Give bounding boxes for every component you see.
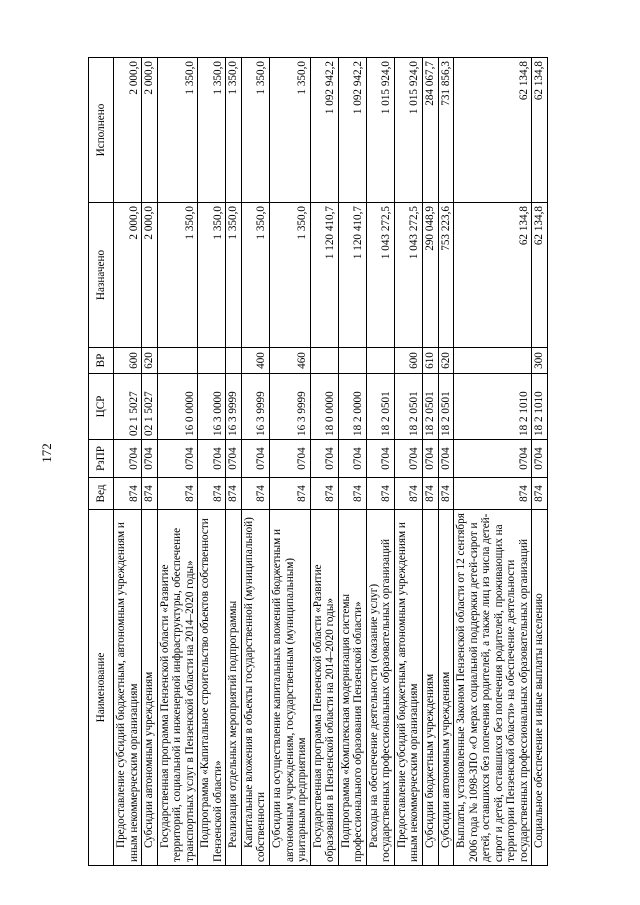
table-row xyxy=(394,58,422,866)
plan-cell: 753 223,6 xyxy=(438,203,454,348)
ved-cell: 874 xyxy=(198,478,226,510)
plan-cell: 1 350,0 xyxy=(198,203,226,348)
vr-cell: 620 xyxy=(142,348,158,374)
plan-cell: 1 350,0 xyxy=(270,203,311,348)
done-cell: 62 134,8 xyxy=(454,58,532,203)
name-cell xyxy=(338,510,366,866)
ved-cell: 874 xyxy=(438,478,454,510)
done-cell: 2 000,0 xyxy=(142,58,158,203)
plan-cell: 1 350,0 xyxy=(157,203,198,348)
done-cell: 2 000,0 xyxy=(114,58,142,203)
rzpr-cell: 0704 xyxy=(226,440,242,478)
row-name-text: Субсидии автономным учреждениям xyxy=(143,671,156,848)
row-name-text: Предоставление субсидий бюджетным, автономным учреждениям и иным некоммерческим организациям xyxy=(115,522,140,862)
done-cell: 1 015 924,0 xyxy=(394,58,422,203)
done-cell: 1 350,0 xyxy=(270,58,311,203)
rzpr-cell: 0704 xyxy=(270,440,311,478)
ved-cell: 874 xyxy=(423,478,439,510)
vr-cell: 300 xyxy=(532,348,548,374)
rzpr-cell: 0704 xyxy=(142,440,158,478)
header-vr: ВР xyxy=(89,348,114,374)
table-row xyxy=(310,58,338,866)
csr-cell: 16 3 9999 xyxy=(226,374,242,440)
csr-cell: 02 1 5027 xyxy=(114,374,142,440)
csr-cell: 16 0 0000 xyxy=(157,374,198,440)
done-cell: 1 350,0 xyxy=(157,58,198,203)
header-rzpr: РзПР xyxy=(89,440,114,478)
csr-cell: 18 0 0000 xyxy=(310,374,338,440)
budget-execution-table xyxy=(88,57,548,866)
table-row xyxy=(157,58,198,866)
table-row xyxy=(454,58,532,866)
rzpr-cell: 0704 xyxy=(423,440,439,478)
csr-cell: 18 2 0501 xyxy=(366,374,394,440)
name-cell xyxy=(423,510,439,866)
csr-cell: 16 3 9999 xyxy=(241,374,269,440)
row-name-text: Субсидии автономным учреждениям xyxy=(439,671,452,848)
name-cell xyxy=(270,510,311,866)
row-name-text: Выплаты, установленные Законом Пензенской области от 12 сентября 2006 года № 1098-ЗПО «О мерах социальной поддержки детей-сирот и детей, оставшихся без попечения родителей, а также лиц из числа детей-сирот и детей, оставшихся без попечения родителей, проживающих на территории Пензенской области» на обеспечение деятельности государственных профессиональных образовательных организаций xyxy=(455,513,530,862)
header-plan: Назначено xyxy=(89,203,114,348)
row-name-text: Социальное обеспечение и иные выплаты населению xyxy=(533,593,546,848)
row-name-text: Субсидии на осуществление капитальных вложений бюджетным и автономным учреждениям, государственным (муниципальным) унитарным предприятиям xyxy=(271,529,309,862)
name-cell xyxy=(394,510,422,866)
csr-cell: 02 1 5027 xyxy=(142,374,158,440)
done-cell: 284 067,7 xyxy=(423,58,439,203)
vr-cell: 620 xyxy=(438,348,454,374)
plan-cell: 1 120 410,7 xyxy=(338,203,366,348)
table-body xyxy=(114,58,548,866)
csr-cell: 18 2 0000 xyxy=(338,374,366,440)
csr-cell: 18 2 0501 xyxy=(423,374,439,440)
name-cell xyxy=(241,510,269,866)
done-cell: 1 092 942,2 xyxy=(310,58,338,203)
header-ved: Вед xyxy=(89,478,114,510)
vr-cell: 400 xyxy=(241,348,269,374)
row-name-text: Подпрограмма «Капитальное строительство объектов собственности Пензенской области» xyxy=(199,518,224,862)
csr-cell: 16 3 9999 xyxy=(270,374,311,440)
table-row xyxy=(270,58,311,866)
table-row xyxy=(366,58,394,866)
csr-cell: 18 2 1010 xyxy=(532,374,548,440)
name-cell xyxy=(532,510,548,866)
done-cell: 731 856,3 xyxy=(438,58,454,203)
rzpr-cell: 0704 xyxy=(454,440,532,478)
vr-cell: 610 xyxy=(423,348,439,374)
done-cell: 1 092 942,2 xyxy=(338,58,366,203)
done-cell: 1 350,0 xyxy=(226,58,242,203)
vr-cell xyxy=(454,348,532,374)
vr-cell xyxy=(310,348,338,374)
ved-cell: 874 xyxy=(366,478,394,510)
ved-cell: 874 xyxy=(454,478,532,510)
row-name-text: Реализация отдельных мероприятий подпрограммы xyxy=(227,600,240,848)
table-row xyxy=(438,58,454,866)
ved-cell: 874 xyxy=(241,478,269,510)
plan-cell: 62 134,8 xyxy=(454,203,532,348)
name-cell xyxy=(438,510,454,866)
table-row xyxy=(142,58,158,866)
table-header-row xyxy=(89,58,114,866)
header-csr: ЦСР xyxy=(89,374,114,440)
row-name-text: Капитальные вложения в объекты государственной (муниципальной) собственности xyxy=(242,517,268,862)
name-cell xyxy=(310,510,338,866)
rzpr-cell: 0704 xyxy=(366,440,394,478)
row-name-text: Государственная программа Пензенской области «Развитие образования в Пензенской области на 2014–2020 годы» xyxy=(311,564,337,862)
ved-cell: 874 xyxy=(310,478,338,510)
rzpr-cell: 0704 xyxy=(438,440,454,478)
ved-cell: 874 xyxy=(270,478,311,510)
ved-cell: 874 xyxy=(157,478,198,510)
rzpr-cell: 0704 xyxy=(157,440,198,478)
csr-cell: 18 2 0501 xyxy=(394,374,422,440)
row-name-text: Субсидии бюджетным учреждениям xyxy=(424,673,437,848)
name-cell xyxy=(454,510,532,866)
table-row xyxy=(423,58,439,866)
plan-cell: 1 350,0 xyxy=(241,203,269,348)
plan-cell: 1 043 272,5 xyxy=(394,203,422,348)
table-row xyxy=(532,58,548,866)
plan-cell: 290 048,9 xyxy=(423,203,439,348)
done-cell: 1 350,0 xyxy=(241,58,269,203)
vr-cell xyxy=(157,348,198,374)
csr-cell: 18 2 1010 xyxy=(454,374,532,440)
name-cell xyxy=(366,510,394,866)
rzpr-cell: 0704 xyxy=(114,440,142,478)
vr-cell: 600 xyxy=(114,348,142,374)
table-row xyxy=(338,58,366,866)
csr-cell: 18 2 0501 xyxy=(438,374,454,440)
page-number: 172 xyxy=(39,443,54,463)
csr-cell: 16 3 0000 xyxy=(198,374,226,440)
header-done: Исполнено xyxy=(89,58,114,203)
rzpr-cell: 0704 xyxy=(338,440,366,478)
vr-cell xyxy=(366,348,394,374)
table-row xyxy=(114,58,142,866)
plan-cell: 1 350,0 xyxy=(226,203,242,348)
ved-cell: 874 xyxy=(338,478,366,510)
row-name-text: Государственная программа Пензенской области «Развитие территорий, социальной и инженерной инфраструктуры, обеспечение транспортных услуг в Пензенской области на 2014–2020 годы» xyxy=(158,527,196,862)
name-cell xyxy=(114,510,142,866)
table-row xyxy=(241,58,269,866)
ved-cell: 874 xyxy=(394,478,422,510)
rzpr-cell: 0704 xyxy=(241,440,269,478)
plan-cell: 1 043 272,5 xyxy=(366,203,394,348)
ved-cell: 874 xyxy=(114,478,142,510)
rzpr-cell: 0704 xyxy=(198,440,226,478)
name-cell xyxy=(157,510,198,866)
row-name-text: Расходы на обеспечение деятельности (оказание услуг) государственных профессиональных образовательных организаций xyxy=(367,539,393,862)
vr-cell xyxy=(226,348,242,374)
ved-cell: 874 xyxy=(532,478,548,510)
vr-cell: 600 xyxy=(394,348,422,374)
done-cell: 1 350,0 xyxy=(198,58,226,203)
name-cell xyxy=(226,510,242,866)
vr-cell xyxy=(198,348,226,374)
ved-cell: 874 xyxy=(226,478,242,510)
row-name-text: Предоставление субсидий бюджетным, автономным учреждениям и иным некоммерческим организациям xyxy=(395,522,421,862)
plan-cell: 62 134,8 xyxy=(532,203,548,348)
plan-cell: 2 000,0 xyxy=(114,203,142,348)
rzpr-cell: 0704 xyxy=(394,440,422,478)
done-cell: 62 134,8 xyxy=(532,58,548,203)
ved-cell: 874 xyxy=(142,478,158,510)
table-row xyxy=(226,58,242,866)
vr-cell xyxy=(338,348,366,374)
vr-cell: 460 xyxy=(270,348,311,374)
name-cell xyxy=(142,510,158,866)
table-row xyxy=(198,58,226,866)
done-cell: 1 015 924,0 xyxy=(366,58,394,203)
rzpr-cell: 0704 xyxy=(310,440,338,478)
header-name: Наименование xyxy=(89,510,114,866)
row-name-text: Подпрограмма «Комплексная модернизация системы профессионального образования Пензенской области» xyxy=(339,594,365,862)
plan-cell: 1 120 410,7 xyxy=(310,203,338,348)
rotated-page-content xyxy=(88,58,601,866)
rzpr-cell: 0704 xyxy=(532,440,548,478)
plan-cell: 2 000,0 xyxy=(142,203,158,348)
name-cell xyxy=(198,510,226,866)
